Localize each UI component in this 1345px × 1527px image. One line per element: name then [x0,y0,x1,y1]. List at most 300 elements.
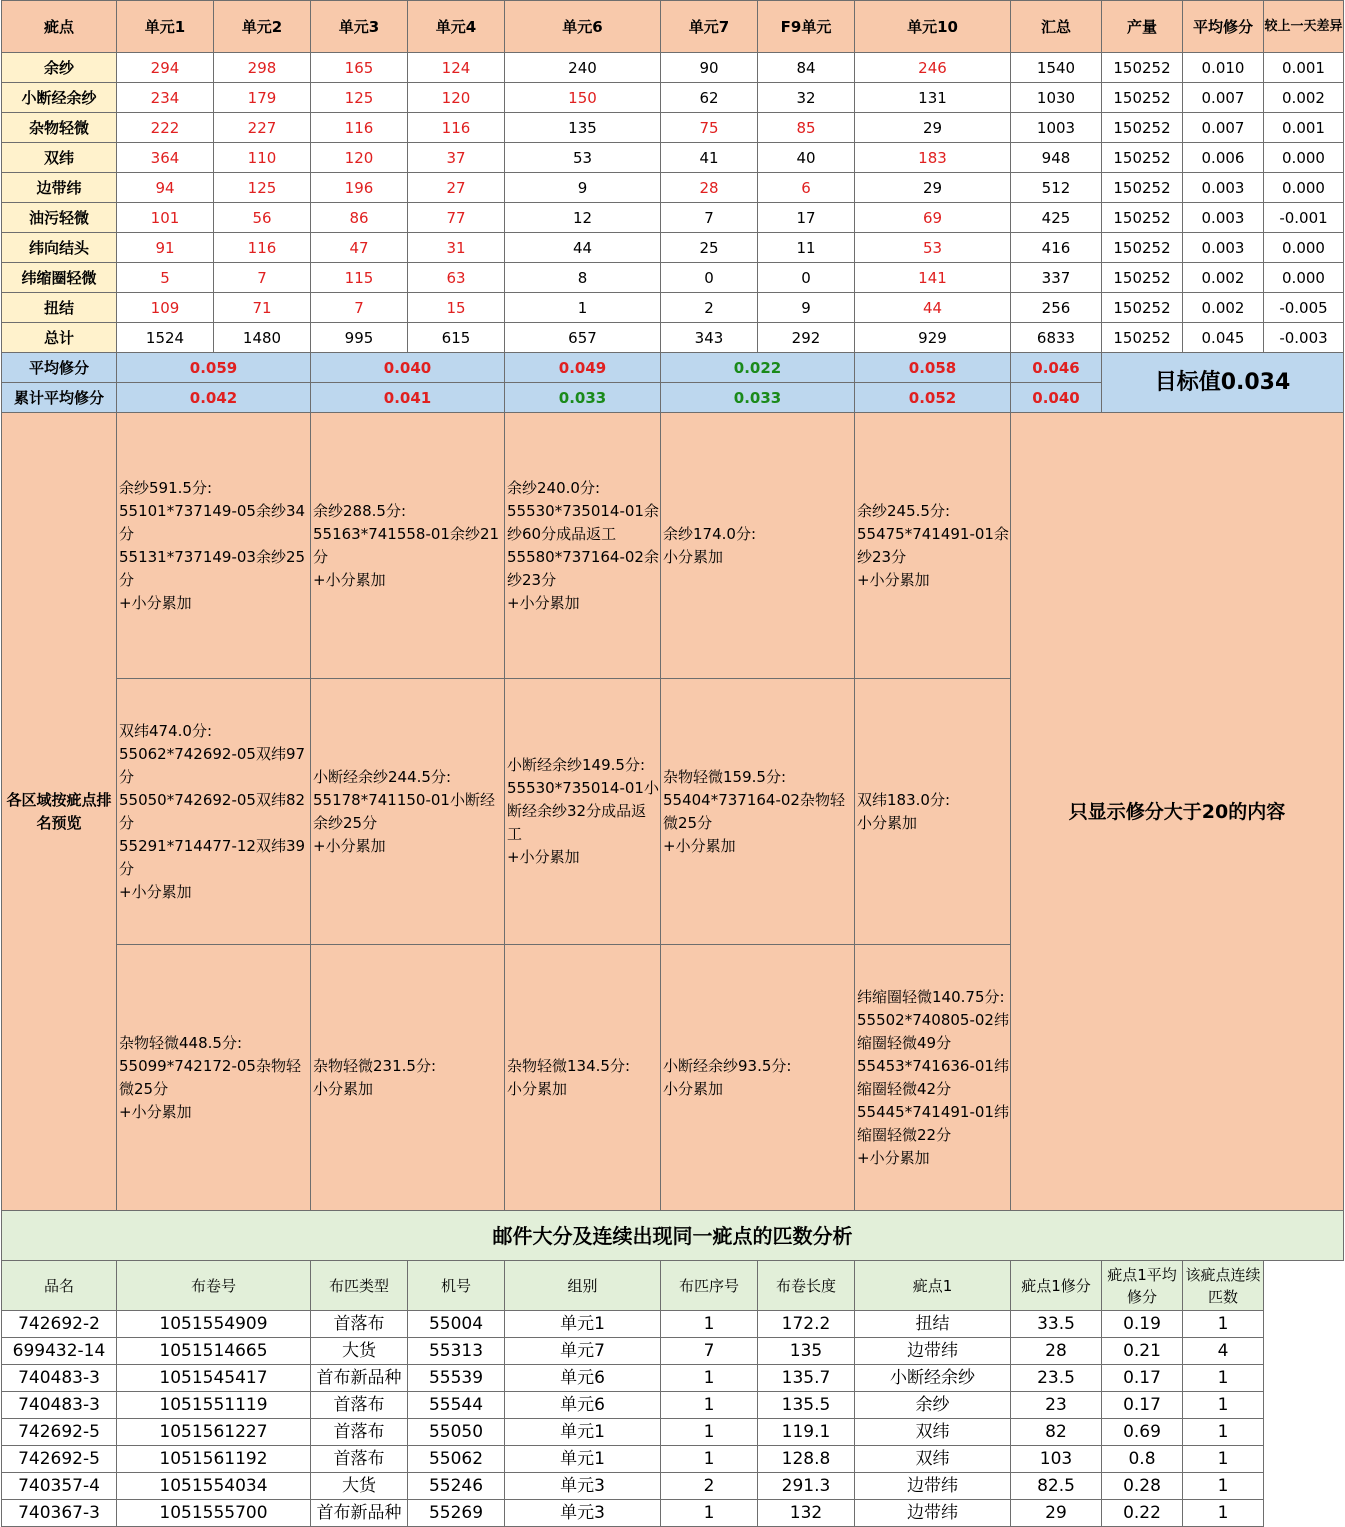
mail-cell: 55246 [408,1473,505,1500]
defect-row [2,143,1344,173]
value-cell: 7 [311,293,408,323]
value-cell: 75 [661,113,758,143]
mail-cell: 1 [1183,1473,1264,1500]
value-cell: 150252 [1102,143,1183,173]
value-cell: 512 [1011,173,1102,203]
value-cell: 0.003 [1183,173,1264,203]
mail-cell: 740367-3 [2,1500,117,1527]
mail-cell: 1 [1183,1365,1264,1392]
mail-cell: 首落布 [311,1446,408,1473]
mail-cell: 1 [1183,1500,1264,1527]
value-cell: 63 [408,263,505,293]
value-cell: 0.002 [1183,293,1264,323]
value-cell: 15 [408,293,505,323]
value-cell: 11 [758,233,855,263]
rank-cell [117,945,311,1211]
value-cell: 150252 [1102,203,1183,233]
defect-label: 双纬 [2,143,117,173]
value-cell: 0.000 [1264,173,1344,203]
defect-label: 纬缩圈轻微 [2,263,117,293]
value-cell: 116 [311,113,408,143]
rank-line: +小分累加 [507,848,580,866]
mail-cell: 1051554034 [117,1473,311,1500]
value-cell: 2 [661,293,758,323]
mail-cell: 边带纬 [855,1473,1011,1500]
rank-cell [855,413,1011,679]
value-cell: 246 [855,53,1011,83]
value-cell: -0.003 [1264,323,1344,353]
column-header: 单元4 [408,1,505,53]
value-cell: 150 [505,83,661,113]
mail-cell: 单元6 [505,1365,661,1392]
value-cell: 56 [214,203,311,233]
column-header: F9单元 [758,1,855,53]
value-cell: 7 [661,203,758,233]
value-cell: 150252 [1102,293,1183,323]
mail-cell: 55313 [408,1338,505,1365]
value-cell: 1524 [117,323,214,353]
cum_avg-value: 0.042 [117,383,311,413]
value-cell: -0.005 [1264,293,1344,323]
mail-cell: 首落布 [311,1311,408,1338]
column-header: 单元6 [505,1,661,53]
mail-title-row [2,1211,1344,1261]
value-cell: 5 [117,263,214,293]
value-cell: 28 [661,173,758,203]
value-cell: 294 [117,53,214,83]
value-cell: 29 [855,113,1011,143]
value-cell: 165 [311,53,408,83]
value-cell: 0.002 [1183,263,1264,293]
rank-line: 55530*735014-01余纱60分成品返工 [507,501,659,543]
mail-cell: 699432-14 [2,1338,117,1365]
mail-cell: 1 [661,1365,758,1392]
mail-cell: 1051545417 [117,1365,311,1392]
mail-column-header: 该疵点连续匹数 [1183,1261,1264,1311]
value-cell: 0.001 [1264,113,1344,143]
rank-line: 55502*740805-02纬缩圈轻微49分 [857,1010,1009,1052]
column-header: 单元2 [214,1,311,53]
mail-cell: 742692-5 [2,1419,117,1446]
cum_avg-value: 0.033 [505,383,661,413]
value-cell: 90 [661,53,758,83]
rank-line: +小分累加 [119,593,192,612]
defect-label: 纬向结头 [2,233,117,263]
value-cell: 0.010 [1183,53,1264,83]
avg-value: 0.059 [117,353,311,383]
value-cell: 53 [505,143,661,173]
mail-cell: 单元6 [505,1392,661,1419]
value-cell: 40 [758,143,855,173]
value-cell: 1030 [1011,83,1102,113]
mail-cell: 0.21 [1102,1338,1183,1365]
mail-column-header: 布匹序号 [661,1261,758,1311]
rank-line: +小分累加 [313,570,386,589]
rank-line: 55445*741491-01纬缩圈轻微22分 [857,1102,1009,1144]
mail-column-header: 组别 [505,1261,661,1311]
mail-cell: 单元1 [505,1446,661,1473]
mail-cell: 大货 [311,1338,408,1365]
avg-value: 0.022 [661,353,855,383]
rank-line: 55050*742692-05双纬82分 [119,790,306,832]
mail-cell: 0.17 [1102,1392,1183,1419]
defect-label: 余纱 [2,53,117,83]
rank-line: 小分累加 [857,813,918,832]
defect-label: 油污轻微 [2,203,117,233]
value-cell: 125 [214,173,311,203]
rank-line: 双纬474.0分: [119,721,212,740]
defect-row [2,233,1344,263]
rank-cell [505,679,661,945]
mail-cell: 742692-2 [2,1311,117,1338]
cum_avg-value: 0.041 [311,383,505,413]
mail-cell: 首落布 [311,1419,408,1446]
mail-cell: 172.2 [758,1311,855,1338]
mail-cell: 1051551119 [117,1392,311,1419]
rank-line: 55131*737149-03余纱25分 [119,547,306,589]
value-cell: 37 [408,143,505,173]
rank-cell [311,679,505,945]
column-header: 单元7 [661,1,758,53]
rank-cell [661,945,855,1211]
mail-row [2,1419,1344,1446]
rank-line: 55475*741491-01余纱23分 [857,524,1009,566]
rank-cell [661,679,855,945]
avg-row [2,353,1344,383]
value-cell: 85 [758,113,855,143]
mail-cell: 55269 [408,1500,505,1527]
mail-cell: 0.69 [1102,1419,1183,1446]
value-cell: 44 [855,293,1011,323]
mail-column-header: 机号 [408,1261,505,1311]
mail-cell: 1 [661,1419,758,1446]
value-cell: 131 [855,83,1011,113]
value-cell: 125 [311,83,408,113]
value-cell: 109 [117,293,214,323]
value-cell: 0.006 [1183,143,1264,173]
value-cell: 7 [214,263,311,293]
value-cell: 0.001 [1264,53,1344,83]
rank-cell [855,945,1011,1211]
rank-line: 余纱591.5分: [119,478,212,497]
value-cell: 227 [214,113,311,143]
mail-cell: 首落布 [311,1392,408,1419]
mail-cell: 55004 [408,1311,505,1338]
value-cell: 44 [505,233,661,263]
value-cell: 84 [758,53,855,83]
mail-row [2,1338,1344,1365]
mail-cell: 1 [661,1311,758,1338]
mail-cell: 291.3 [758,1473,855,1500]
mail-cell: 740357-4 [2,1473,117,1500]
value-cell: 62 [661,83,758,113]
value-cell: 71 [214,293,311,323]
value-cell: 27 [408,173,505,203]
mail-cell: 33.5 [1011,1311,1102,1338]
rank-line: 余纱288.5分: [313,501,406,520]
value-cell: 1540 [1011,53,1102,83]
mail-cell: 单元1 [505,1311,661,1338]
defect-label: 总计 [2,323,117,353]
value-cell: 196 [311,173,408,203]
rank-line: 55163*741558-01余纱21分 [313,524,500,566]
rank-line: 小分累加 [313,1079,374,1098]
rank-line: 55404*737164-02杂物轻微25分 [663,790,845,832]
mail-row [2,1392,1344,1419]
rank-line: 55178*741150-01小断经余纱25分 [313,790,495,832]
value-cell: 47 [311,233,408,263]
column-header: 单元3 [311,1,408,53]
mail-cell: 740483-3 [2,1392,117,1419]
value-cell: 0.045 [1183,323,1264,353]
value-cell: 86 [311,203,408,233]
value-cell: 41 [661,143,758,173]
avg-label: 平均修分 [2,353,117,383]
value-cell: 1480 [214,323,311,353]
mail-row [2,1365,1344,1392]
mail-column-header: 布卷长度 [758,1261,855,1311]
mail-column-header: 布匹类型 [311,1261,408,1311]
rank-line: 55291*714477-12双纬39分 [119,836,306,878]
mail-row [2,1311,1344,1338]
value-cell: 101 [117,203,214,233]
defect-label: 扭结 [2,293,117,323]
mail-title: 邮件大分及连续出现同一疵点的匹数分析 [2,1211,1344,1261]
rank-cell [505,945,661,1211]
rank-label: 各区域按疵点排名预览 [2,413,117,1211]
mail-cell: 55062 [408,1446,505,1473]
column-header: 单元10 [855,1,1011,53]
mail-cell: 1 [1183,1446,1264,1473]
mail-cell: 单元1 [505,1419,661,1446]
value-cell: 0.003 [1183,203,1264,233]
value-cell: 150252 [1102,53,1183,83]
mail-cell: 1051555700 [117,1500,311,1527]
value-cell: 0.000 [1264,263,1344,293]
value-cell: 0.003 [1183,233,1264,263]
value-cell: 948 [1011,143,1102,173]
column-header: 疵点 [2,1,117,53]
value-cell: 116 [214,233,311,263]
mail-cell: 103 [1011,1446,1102,1473]
column-header: 汇总 [1011,1,1102,53]
column-header: 产量 [1102,1,1183,53]
mail-cell: 1 [1183,1311,1264,1338]
rank-line: 杂物轻微231.5分: [313,1056,436,1075]
mail-cell: 0.19 [1102,1311,1183,1338]
mail-cell: 1051554909 [117,1311,311,1338]
value-cell: 32 [758,83,855,113]
mail-cell: 单元3 [505,1473,661,1500]
rank-line: 杂物轻微448.5分: [119,1033,242,1052]
mail-cell: 23.5 [1011,1365,1102,1392]
mail-cell: 740483-3 [2,1365,117,1392]
defect-row [2,203,1344,233]
avg-value: 0.058 [855,353,1011,383]
mail-cell: 82 [1011,1419,1102,1446]
mail-cell: 82.5 [1011,1473,1102,1500]
value-cell: 222 [117,113,214,143]
cum_avg-value: 0.033 [661,383,855,413]
rank-line: 余纱245.5分: [857,501,950,520]
rank-line: 55530*735014-01小断经余纱32分成品返工 [507,779,659,843]
avg-value: 0.040 [311,353,505,383]
value-cell: 343 [661,323,758,353]
avg-value: 0.046 [1011,353,1102,383]
mail-cell: 0.28 [1102,1473,1183,1500]
mail-cell: 边带纬 [855,1338,1011,1365]
rank-line: 小分累加 [663,547,724,566]
value-cell: 120 [311,143,408,173]
value-cell: 179 [214,83,311,113]
value-cell: 150252 [1102,173,1183,203]
mail-cell: 双纬 [855,1446,1011,1473]
rank-line: 小断经余纱149.5分: [507,756,645,774]
value-cell: 29 [855,173,1011,203]
value-cell: 256 [1011,293,1102,323]
mail-cell: 单元3 [505,1500,661,1527]
rank-line: +小分累加 [663,836,736,855]
value-cell: 116 [408,113,505,143]
value-cell: 6833 [1011,323,1102,353]
mail-cell: 4 [1183,1338,1264,1365]
rank-cell [117,413,311,679]
mail-cell: 小断经余纱 [855,1365,1011,1392]
rank-line: 余纱240.0分: [507,478,600,497]
mail-cell: 7 [661,1338,758,1365]
mail-cell: 2 [661,1473,758,1500]
mail-cell: 132 [758,1500,855,1527]
rank-line: +小分累加 [857,570,930,589]
mail-row [2,1446,1344,1473]
value-cell: 31 [408,233,505,263]
value-cell: 0.000 [1264,233,1344,263]
value-cell: 1 [505,293,661,323]
mail-cell: 55050 [408,1419,505,1446]
mail-cell: 119.1 [758,1419,855,1446]
cum_avg-value: 0.040 [1011,383,1102,413]
mail-cell: 55539 [408,1365,505,1392]
value-cell: 12 [505,203,661,233]
defect-row [2,323,1344,353]
mail-cell: 1051514665 [117,1338,311,1365]
defect-label: 边带纬 [2,173,117,203]
value-cell: 150252 [1102,323,1183,353]
mail-cell: 1 [1183,1419,1264,1446]
mail-cell: 单元7 [505,1338,661,1365]
value-cell: 141 [855,263,1011,293]
mail-cell: 1051561227 [117,1419,311,1446]
mail-cell: 0.17 [1102,1365,1183,1392]
mail-row [2,1473,1344,1500]
value-cell: 364 [117,143,214,173]
mail-cell: 1 [1183,1392,1264,1419]
value-cell: 416 [1011,233,1102,263]
mail-cell: 128.8 [758,1446,855,1473]
mail-cell: 0.22 [1102,1500,1183,1527]
value-cell: 120 [408,83,505,113]
value-cell: 0.000 [1264,143,1344,173]
rank-cell [661,413,855,679]
rank-line: 杂物轻微159.5分: [663,767,786,786]
value-cell: 115 [311,263,408,293]
mail-cell: 1 [661,1500,758,1527]
value-cell: 150252 [1102,233,1183,263]
mail-cell: 742692-5 [2,1446,117,1473]
mail-column-header: 布卷号 [117,1261,311,1311]
mail-cell: 135.5 [758,1392,855,1419]
mail-cell: 29 [1011,1500,1102,1527]
value-cell: 657 [505,323,661,353]
rank-line: 小分累加 [663,1079,724,1098]
mail-cell: 28 [1011,1338,1102,1365]
mail-cell: 边带纬 [855,1500,1011,1527]
defect-label: 杂物轻微 [2,113,117,143]
mail-cell: 55544 [408,1392,505,1419]
value-cell: 53 [855,233,1011,263]
defect-label: 小断经余纱 [2,83,117,113]
rank-line: +小分累加 [119,882,192,901]
defect-row [2,173,1344,203]
mail-cell: 0.8 [1102,1446,1183,1473]
mail-cell: 大货 [311,1473,408,1500]
value-cell: 615 [408,323,505,353]
mail-column-header: 疵点1 [855,1261,1011,1311]
value-cell: 91 [117,233,214,263]
value-cell: 425 [1011,203,1102,233]
value-cell: 240 [505,53,661,83]
value-cell: 150252 [1102,83,1183,113]
mail-cell: 首布新品种 [311,1365,408,1392]
defect-row [2,53,1344,83]
mail-cell: 首布新品种 [311,1500,408,1527]
value-cell: 6 [758,173,855,203]
value-cell: 298 [214,53,311,83]
defect-row [2,293,1344,323]
value-cell: 8 [505,263,661,293]
report-table [1,0,1344,1527]
mail-cell: 双纬 [855,1419,1011,1446]
mail-cell: 余纱 [855,1392,1011,1419]
value-cell: 9 [758,293,855,323]
value-cell: 135 [505,113,661,143]
rank-line: 余纱174.0分: [663,524,756,543]
column-header: 平均修分 [1183,1,1264,53]
value-cell: 124 [408,53,505,83]
mail-column-header: 疵点1修分 [1011,1261,1102,1311]
value-cell: 25 [661,233,758,263]
rank-cell [117,679,311,945]
rank-cell [311,945,505,1211]
rank-line: 55453*741636-01纬缩圈轻微42分 [857,1056,1009,1098]
rank-cell [505,413,661,679]
value-cell: 0.007 [1183,113,1264,143]
value-cell: 0.007 [1183,83,1264,113]
rank-line: +小分累加 [857,1148,930,1167]
mail-header-row [2,1261,1344,1311]
value-cell: 234 [117,83,214,113]
rank-line: 纬缩圈轻微140.75分: [857,987,1005,1006]
rank-row [2,413,1344,679]
cum_avg-label: 累计平均修分 [2,383,117,413]
avg-value: 0.049 [505,353,661,383]
value-cell: 77 [408,203,505,233]
rank-line: 小分累加 [507,1079,568,1098]
rank-line: 55062*742692-05双纬97分 [119,744,306,786]
rank-line: 杂物轻微134.5分: [507,1056,630,1075]
rank-cell [855,679,1011,945]
mail-cell: 23 [1011,1392,1102,1419]
